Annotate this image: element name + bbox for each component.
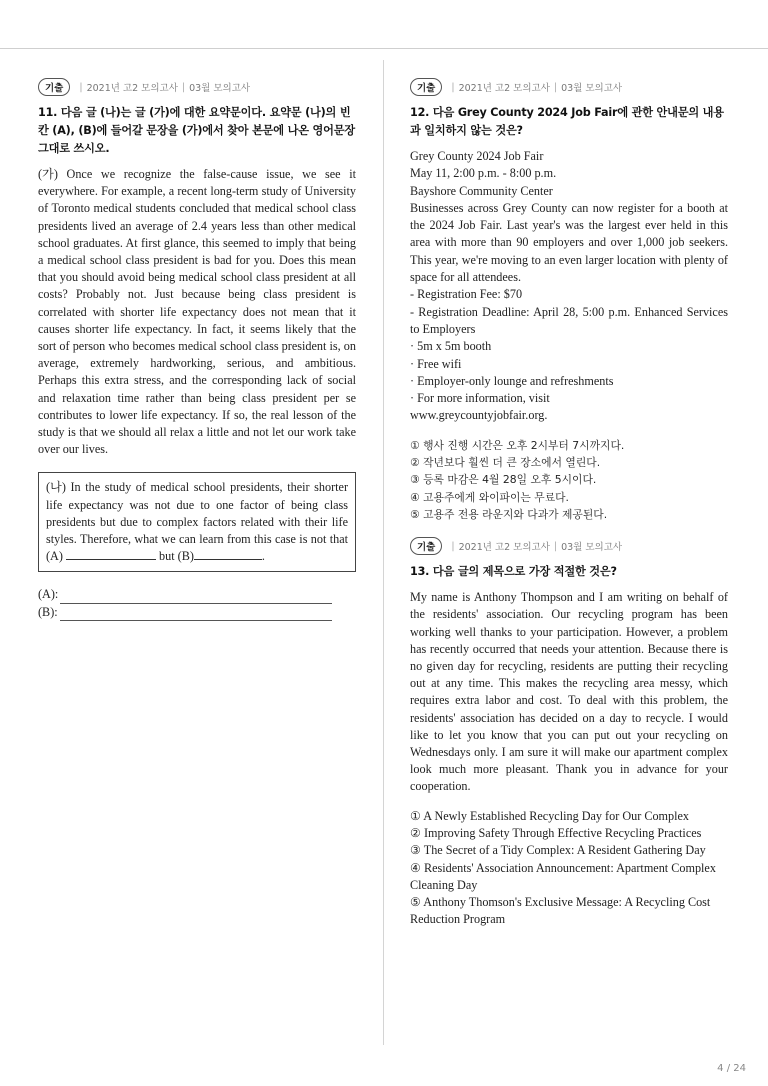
question-13 xyxy=(410,537,728,929)
header-rule xyxy=(0,48,768,49)
answer-line-a[interactable] xyxy=(60,591,332,604)
answer-lines xyxy=(38,586,356,621)
notice-line: Grey County 2024 Job Fair xyxy=(410,149,544,163)
question-12 xyxy=(410,78,728,523)
choice-item[interactable]: ⑤ 고용주 전용 라운지와 다과가 제공된다. xyxy=(410,507,608,521)
passage-text: (가) Once we recognize the false-cause issue, we see it everywhere. For example, a recent long-term study of University of Toronto medical students concluded that medical school class presidents lived an average of 2.4 years less than other medical school graduates. At first glance, this seemed to imply that being a medical school class president is bad for you. Does this mean that you should avoid being medical school class president at all costs? Probably not. Just because being class president is correlated with shorter life expectancy does not mean that it causes shorter life expectancy. In fact, it seems likely that the sort of person who becomes medical school class president is, on average, extremely hardworking, serious, and ambitious. Perhaps this extra stress, and the corresponding lack of social and relaxation time rather than being class president per se contributes to lower life expectancy. If so, the real lesson of the study is that we should all relax a little and not let our work take over our lives. xyxy=(38,167,356,457)
summary-box: (나) In the study of medical school presidents, their shorter life expectancy was not due to one factor of being class presidents but due to complex factors related with their life styles. Therefore, what we can learn from this case is not that (A) but (B) . xyxy=(38,472,356,572)
notice-bullet: · Free wifi xyxy=(410,356,462,371)
source-exam: 03월 모의고사 xyxy=(561,542,623,554)
choice-item[interactable]: ④ Residents' Association Announcement: Apartment Complex Cleaning Day xyxy=(410,860,716,892)
choice-item[interactable]: ① A Newly Established Recycling Day for Our Complex xyxy=(410,808,690,823)
source-exam: 03월 모의고사 xyxy=(561,83,623,94)
answer-row-a: (A): xyxy=(38,586,356,604)
notice-bullet: · Employer-only lounge and refreshments xyxy=(410,373,614,388)
question-title: 12. 다음 Grey County 2024 Job Fair에 관한 안내문의 내용과 일치하지 않는 것은? xyxy=(410,106,724,137)
source-year: 2021년 고2 모의고사 xyxy=(458,542,550,554)
notice-body: Businesses across Grey County can now register for a booth at the 2024 Job Fair. Last year's was the largest ever held in this area with more than 90 employers and over 1,000 job seekers. This year, we're moving to an even larger location with plenty of space for all attendees. xyxy=(410,200,728,285)
source-year: 2021년 고2 모의고사 xyxy=(86,83,178,94)
past-exam-badge: 기출 xyxy=(410,537,442,555)
right-column xyxy=(410,78,728,929)
source-line: 기출 | 2021년 고2 모의고사 | 03월 모의고사 xyxy=(410,537,728,555)
choice-item[interactable]: ③ 등록 마감은 4월 28일 오후 5시이다. xyxy=(410,473,597,487)
answer-line-b[interactable] xyxy=(60,608,332,621)
summary-b-label: (B) xyxy=(177,549,194,564)
choice-item[interactable]: ⑤ Anthony Thomson's Exclusive Message: A Recycling Cost Reduction Program xyxy=(410,895,711,927)
notice-fee: - Registration Fee: $70 xyxy=(410,287,523,302)
notice-bullet: · 5m x 5m booth xyxy=(410,339,492,354)
notice-text xyxy=(410,148,728,425)
choice-list xyxy=(410,437,728,523)
blank-a[interactable] xyxy=(66,548,156,560)
choice-item[interactable]: ③ The Secret of a Tidy Complex: A Resident Gathering Day xyxy=(410,843,706,858)
source-year: 2021년 고2 모의고사 xyxy=(458,83,550,94)
summary-but: but xyxy=(159,549,175,564)
notice-line: Bayshore Community Center xyxy=(410,183,553,198)
choice-list xyxy=(410,808,728,929)
source-exam: 03월 모의고사 xyxy=(189,83,251,94)
past-exam-badge: 기출 xyxy=(410,78,442,96)
notice-deadline: - Registration Deadline: April 28, 5:00 p.m. Enhanced Services to Employers xyxy=(410,304,728,336)
answer-row-b: (B): xyxy=(38,604,356,622)
choice-item[interactable]: ② 작년보다 훨씬 더 큰 장소에서 열린다. xyxy=(410,456,601,470)
choice-item[interactable]: ② Improving Safety Through Effective Recycling Practices xyxy=(410,825,702,840)
blank-b[interactable] xyxy=(194,548,262,560)
page-number: 4 / 24 xyxy=(717,1063,746,1074)
question-title: 13. 다음 글의 제목으로 가장 적절한 것은? xyxy=(410,565,617,579)
choice-item[interactable]: ① 행사 진행 시간은 오후 2시부터 7시까지다. xyxy=(410,438,625,452)
question-11 xyxy=(38,78,356,621)
question-title: 11. 다음 글 (나)는 글 (가)에 대한 요약문이다. 요약문 (나)의 빈칸 (A), (B)에 들어갈 문장을 (가)에서 찾아 본문에 나온 영어문장 그대로 쓰시오. xyxy=(38,106,355,155)
passage-text: My name is Anthony Thompson and I am writing on behalf of the residents' association. Our recycling program has been working well thanks to your participation. However, a problem has recently occurred that needs your attention. Because there is no given day for recycling, residents are putting their recycling out at any time. This makes the recycling area messy, which requires extra labor and cost. To deal with this problem, the residents' association has decided on a day to recycle. I would like to let you know that you can put out your recycling on Wednesdays only. I am sure it will make our apartment complex look much more pleasant. Thank you in advance for your cooperation. xyxy=(410,590,728,794)
source-line: 기출 | 2021년 고2 모의고사 | 03월 모의고사 xyxy=(410,78,728,96)
notice-line: May 11, 2:00 p.m. - 8:00 p.m. xyxy=(410,166,557,181)
summary-text: (나) In the study of medical school presidents, their shorter life expectancy was not due to one factor of being class presidents but due to complex factors related with their life styles. Therefore, what we can learn from this case is not that (A) xyxy=(46,480,348,564)
notice-url: www.greycountyjobfair.org. xyxy=(410,408,548,423)
source-line: 기출 | 2021년 고2 모의고사 | 03월 모의고사 xyxy=(38,78,356,96)
past-exam-badge: 기출 xyxy=(38,78,70,96)
column-divider xyxy=(383,60,384,1045)
choice-item[interactable]: ④ 고용주에게 와이파이는 무료다. xyxy=(410,490,569,504)
notice-bullet: · For more information, visit xyxy=(410,391,550,406)
